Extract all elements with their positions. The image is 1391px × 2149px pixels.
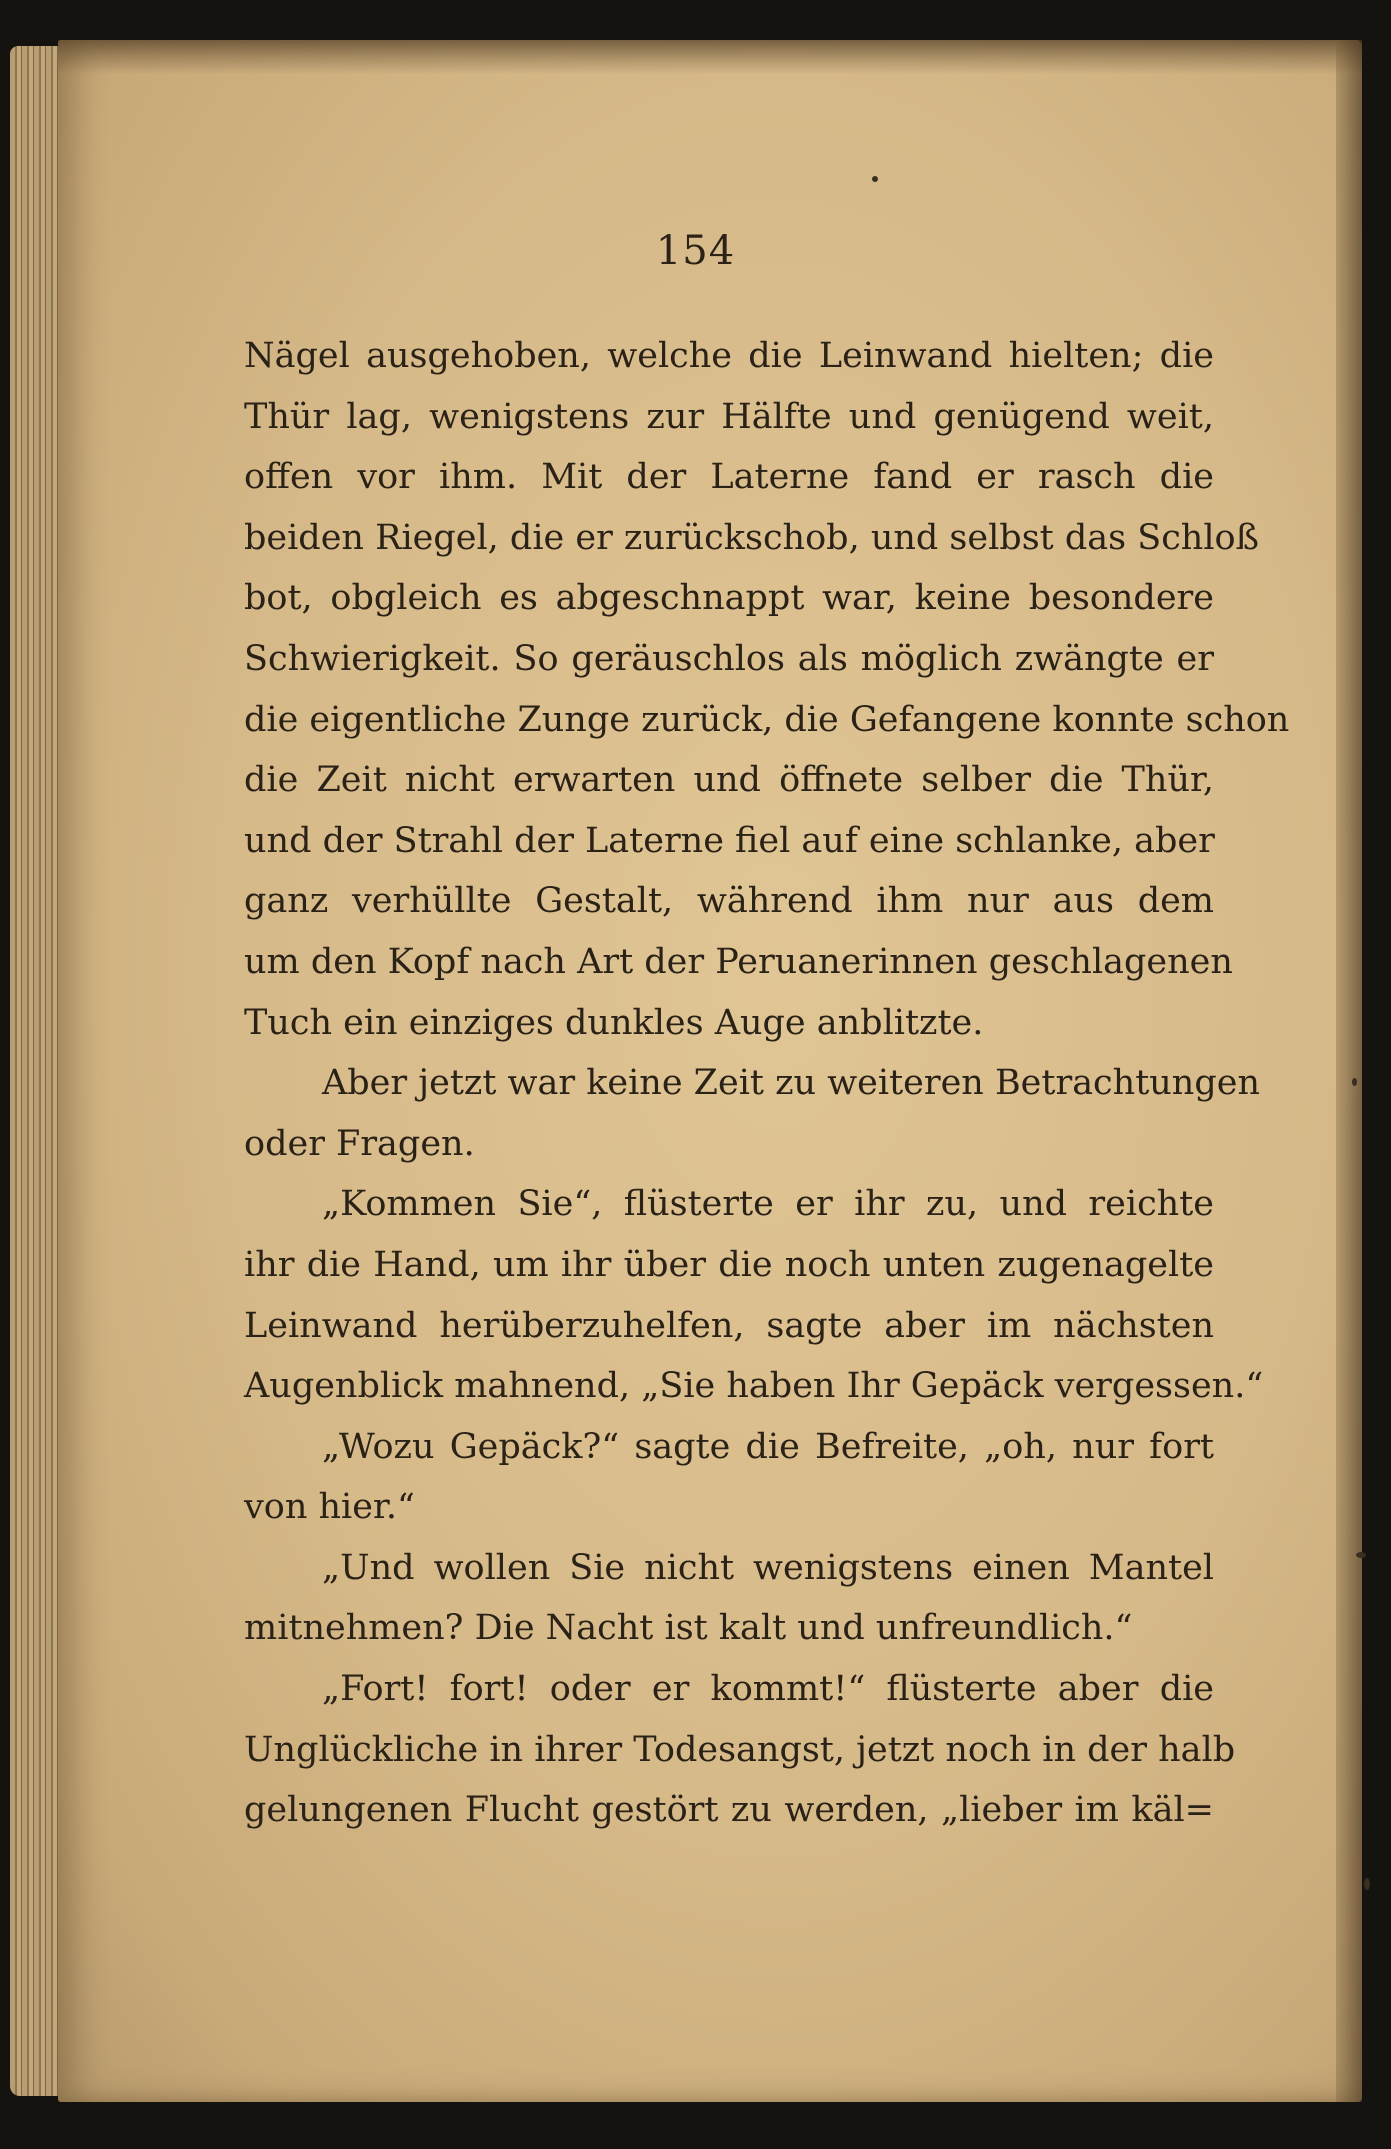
text-line: ihr die Hand, um ihr über die noch unten zugenagelte (244, 1244, 1214, 1285)
text-line: „Und wollen Sie nicht wenigstens einen Mantel (322, 1547, 1214, 1588)
paper-fleck (1352, 1078, 1357, 1086)
text-line: Schwierigkeit. So geräuschlos als möglich zwängte er (244, 638, 1214, 679)
text-line: „Fort! fort! oder er kommt!“ flüsterte aber die (322, 1669, 1214, 1710)
text-line: „Wozu Gepäck?“ sagte die Befreite, „oh, nur fort (322, 1426, 1214, 1467)
text-line: von hier.“ (244, 1487, 415, 1528)
text-line: Tuch ein einziges dunkles Auge anblitzte. (244, 1002, 984, 1043)
text-line: offen vor ihm. Mit der Laterne fand er rasch die (244, 457, 1214, 498)
text-line: „Kommen Sie“, flüsterte er ihr zu, und reichte (322, 1184, 1214, 1225)
text-line: Thür lag, wenigstens zur Hälfte und genügend weit, (244, 396, 1214, 437)
text-line: ganz verhüllte Gestalt, während ihm nur aus dem (244, 881, 1214, 922)
text-line: Augenblick mahnend, „Sie haben Ihr Gepäck vergessen.“ (244, 1366, 1264, 1407)
paper-fleck (1356, 1552, 1366, 1558)
binding-edge (1336, 40, 1362, 2102)
body-text (244, 326, 1290, 1841)
paper-fleck (872, 176, 878, 182)
text-line: und der Strahl der Laterne fiel auf eine schlanke, aber (244, 820, 1215, 861)
text-line: Aber jetzt war keine Zeit zu weiteren Betrachtungen (322, 1063, 1261, 1104)
text-line: bot, obgleich es abgeschnappt war, keine besondere (244, 578, 1214, 619)
text-line: mitnehmen? Die Nacht ist kalt und unfreundlich.“ (244, 1608, 1133, 1649)
text-line: Nägel ausgehoben, welche die Leinwand hielten; die (244, 336, 1214, 376)
text-line: oder Fragen. (244, 1123, 475, 1164)
text-line: Unglückliche in ihrer Todesangst, jetzt noch in der halb (244, 1729, 1236, 1770)
text-line: um den Kopf nach Art der Peruanerinnen geschlagenen (244, 941, 1233, 982)
page-number: 154 (655, 228, 736, 274)
text-line: die Zeit nicht erwarten und öffnete selber die Thür, (244, 760, 1214, 801)
paper-fleck (1364, 1878, 1370, 1890)
text-line: Leinwand herüberzuhelfen, sagte aber im nächsten (244, 1305, 1214, 1346)
text-line: beiden Riegel, die er zurückschob, und selbst das Schloß (244, 517, 1259, 558)
text-line: die eigentliche Zunge zurück, die Gefangene konnte schon (244, 699, 1290, 740)
text-line: gelungenen Flucht gestört zu werden, „lieber im käl= (244, 1790, 1214, 1831)
top-shadow (58, 40, 1362, 74)
